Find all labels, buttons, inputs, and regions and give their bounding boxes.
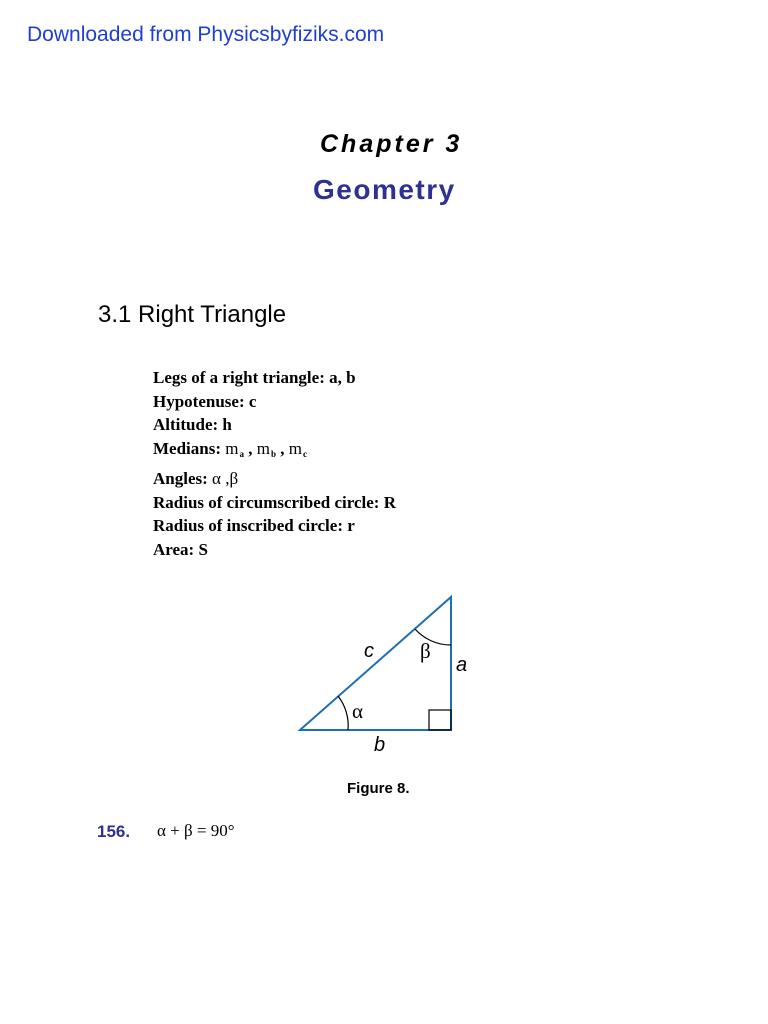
definition-inradius: Radius of inscribed circle: r [153,516,355,536]
figure-caption: Figure 8. [347,780,410,797]
definition-hypotenuse: Hypotenuse: c [153,391,257,411]
triangle-lines [300,597,451,730]
median-c: $m_c$ [288,439,307,460]
formula-number: 156. [97,822,131,841]
definitions-list [153,366,396,562]
side-a-label: a [456,654,468,676]
section-title: 3.1 Right Triangle [98,301,287,328]
right-triangle-figure [290,590,480,760]
angle-alpha-label: α [352,699,364,723]
chapter-title: Geometry [313,174,456,205]
angles-value: α ,β [212,468,239,488]
median-b: $m_b$ [256,439,276,460]
formula-expression: α + β = 90° [157,821,235,840]
definition-area: Area: S [153,539,208,559]
side-b-label: b [374,734,386,756]
triangle-outline [300,597,451,730]
medians-label: Medians: [153,439,221,459]
angles-label: Angles: [153,468,208,488]
definition-legs: Legs of a right triangle: a, b [153,368,356,387]
definition-altitude: Altitude: h [153,415,232,435]
definition-angles [153,467,396,491]
angle-beta-label: β [420,639,431,663]
chapter-label: Chapter 3 [320,130,463,158]
side-c-label: c [364,640,374,662]
definition-circumradius: Radius of circumscribed circle: R [153,492,396,512]
right-angle-marker [429,710,451,730]
definition-medians: Medians: $m_a$ , $m_b$ , $m_c$ [153,439,307,460]
median-a: $m_a$ [225,439,244,460]
angle-alpha-arc [338,696,348,730]
watermark-link[interactable]: Downloaded from Physicsbyfiziks.com [27,23,385,46]
